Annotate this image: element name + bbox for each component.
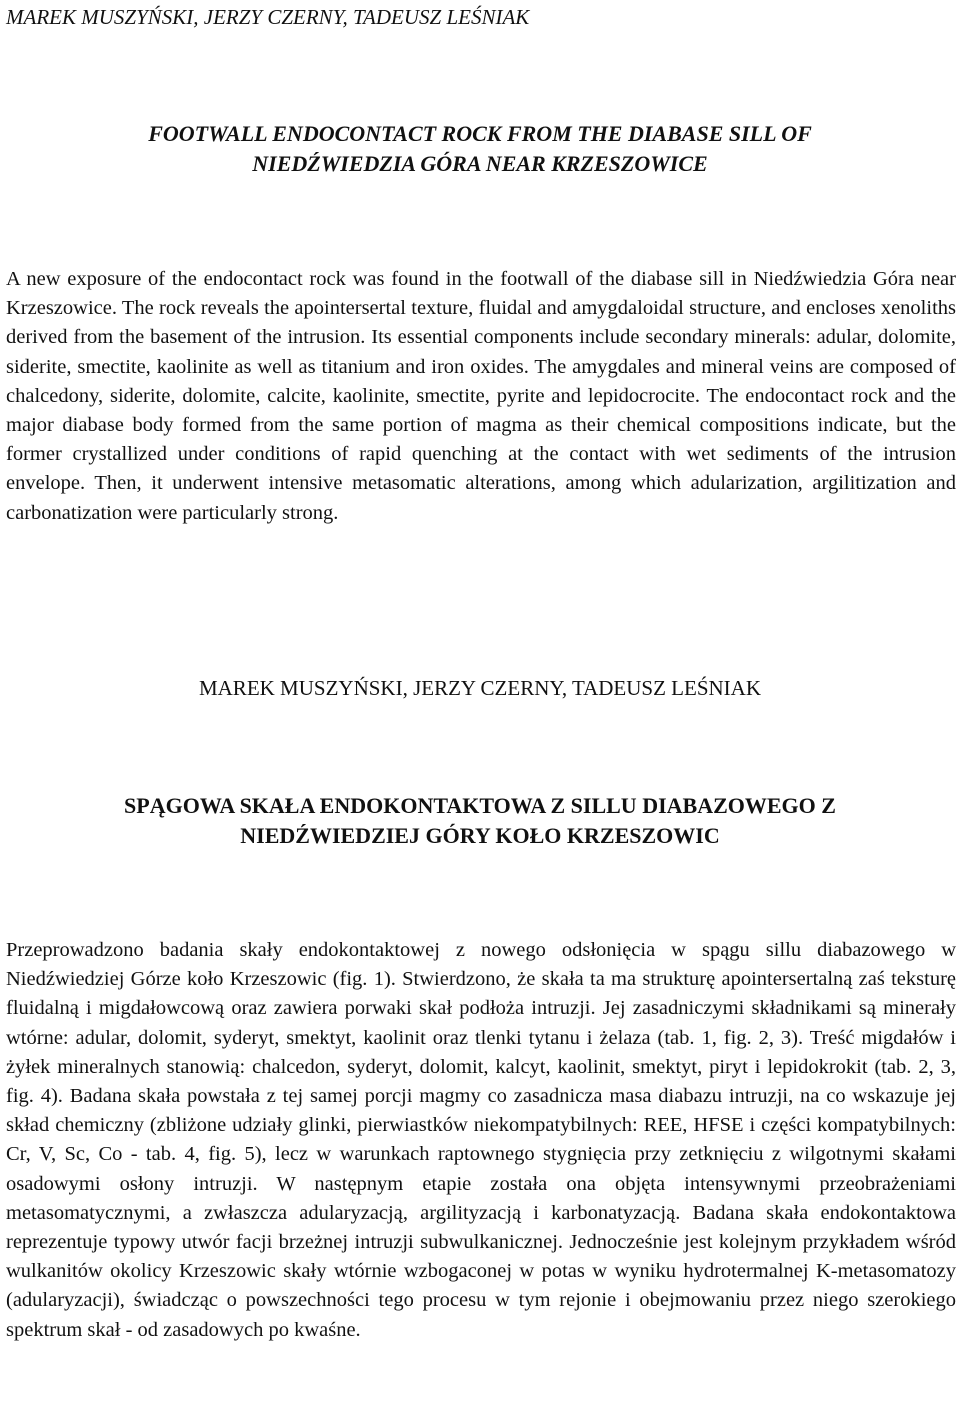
english-title-line-1: FOOTWALL ENDOCONTACT ROCK FROM THE DIABASE SILL OF [148,121,812,146]
polish-authors: MAREK MUSZYŃSKI, JERZY CZERNY, TADEUSZ LEŚNIAK [198,676,762,700]
english-abstract: A new exposure of the endocontact rock was found in the footwall of the diabase sill in Niedźwiedzia Góra near Krzeszowice. The rock reveals the apointersertal texture, fluidal and amygdaloidal structure, and encloses xenoliths derived from the basement of the intrusion. Its essential components include secondary minerals: adular, dolomite, siderite, smectite, kaolinite as well as titanium and iron oxides. The amygdales and mineral veins are composed of chalcedony, siderite, dolomite, calcite, kaolinite, smectite, pyrite and lepidocrocite. The endocontact rock and the major diabase body formed from the same portion of magma as their chemical compositions indicate, but the former crystallized under conditions of rapid quenching at the contact with wet sediments of the intrusion envelope. Then, it underwent intensive metasomatic alterations, among which adularization, argilitization and carbonatization were particularly strong. [6,268,956,524]
polish-abstract: Przeprowadzono badania skały endokontaktowej z nowego odsłonięcia w spągu sillu diabazowego w Niedźwiedziej Górze koło Krzeszowic (fig. 1). Stwierdzono, że skała ta ma strukturę apointersertalną zaś teksturę fluidalną i migdałowcową oraz zawiera porwaki skał podłoża intruzji. Jej zasadniczymi składnikami są minerały wtórne: adular, dolomit, syderyt, smektyt, kaolinit oraz tlenki tytanu i żelaza (tab. 1, fig. 2, 3). Treść migdałów i żyłek mineralnych stanowią: chalcedon, syderyt, dolomit, kalcyt, kaolinit, smektyt, piryt i lepidokrokit (tab. 2, 3, fig. 4). Badana skała powstała z tej samej porcji magmy co zasadnicza masa diabazu intruzji, na co wskazuje jej skład chemiczny (zbliżone udziały glinki, pierwiastków niekompatybilnych: REE, HFSE i części kompatybilnych: Cr, V, Sc, Co - tab. 4, fig. 5), lecz w warunkach raptownego stygnięcia przy zetknięciu z wilgotnymi skałami osadowymi osłony intruzji. W następnym etapie została ona objęta intensywnymi przeobrażeniami metasomatycznymi, a zwłaszcza adularyzacją, argilityzacją i karbonatyzacją. Badana skała endokontaktowa reprezentuje typowy utwór facji brzeżnej intruzji subwulkanicznej. Jednocześnie jest kolejnym przykładem wśród wulkanitów okolicy Krzeszowic skały wtórnie wzbogaconej w potas w wyniku hydrotermalnej K-metasomatozy (adularyzacji), świadcząc o powszechności tego procesu w tym rejonie i obejmowaniu przez niego szerokiego spektrum skał - od zasadowych po kwaśne. [6,939,956,1341]
polish-title-line-2: NIEDŹWIEDZIEJ GÓRY KOŁO KRZESZOWIC [240,823,720,848]
polish-title-line-1: SPĄGOWA SKAŁA ENDOKONTAKTOWA Z SILLU DIABAZOWEGO Z [124,793,836,818]
english-authors: MAREK MUSZYŃSKI, JERZY CZERNY, TADEUSZ LEŚNIAK [6,5,530,29]
polish-title [6,791,954,851]
english-title [6,119,954,179]
english-title-line-2: NIEDŹWIEDZIA GÓRA NEAR KRZESZOWICE [252,151,708,176]
